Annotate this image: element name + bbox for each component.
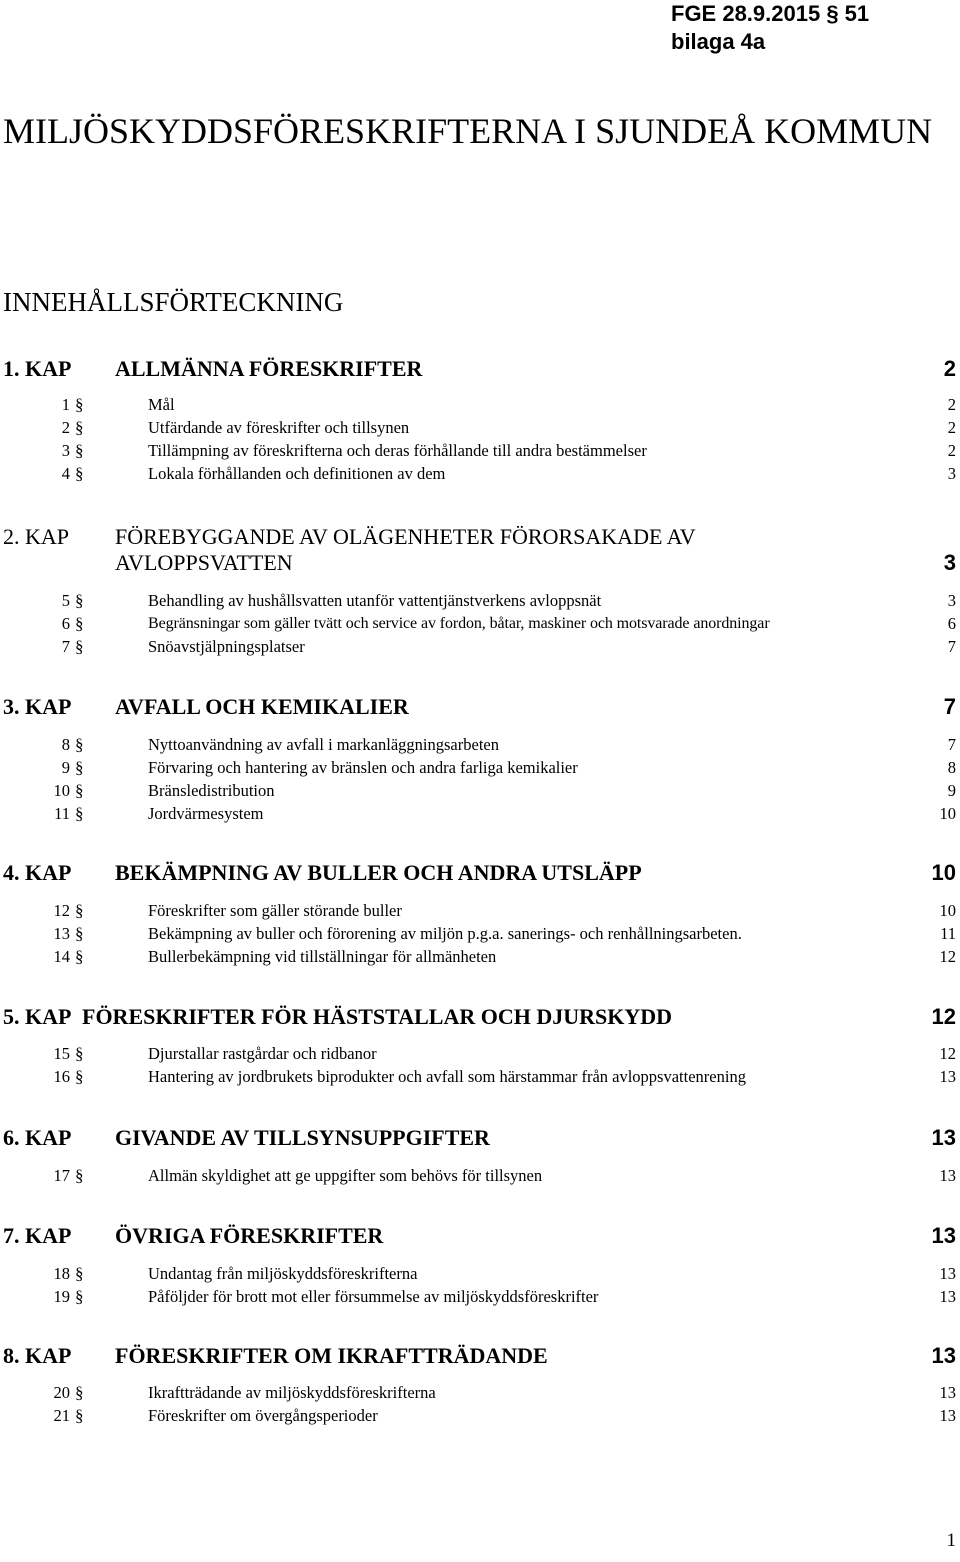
toc-entry[interactable] [0,1381,960,1404]
entry-page: 12 [939,1044,956,1063]
toc-entry[interactable] [0,1404,960,1427]
chapter-heading [0,1004,960,1030]
toc-entry[interactable] [0,756,960,779]
entry-page: 12 [939,947,956,966]
chapter-number: 4. KAP [3,860,72,885]
chapter-5-entries [0,1042,960,1088]
toc-entry[interactable] [0,733,960,756]
chapter-title: AVFALL OCH KEMIKALIER [115,694,409,719]
entry-text: Nyttoanvändning av avfall i markanläggningsarbeten [148,735,499,754]
toc-entry[interactable] [0,612,960,635]
entry-text: Undantag från miljöskyddsföreskrifterna [148,1264,418,1283]
document-title: MILJÖSKYDDSFÖRESKRIFTERNA I SJUNDEÅ KOMMUN [3,111,933,151]
chapter-title: BEKÄMPNING AV BULLER OCH ANDRA UTSLÄPP [115,860,642,885]
toc-entry[interactable] [0,779,960,802]
entry-number: 18 [53,1264,70,1283]
entry-number: 11 [54,804,70,823]
entry-page: 13 [939,1406,956,1425]
entry-text: Ikraftträdande av miljöskyddsföreskrifterna [148,1383,436,1402]
chapter-heading [0,1343,960,1369]
toc-entry[interactable] [0,1065,960,1088]
chapter-page: 7 [943,694,956,719]
entry-page: 13 [939,1287,956,1306]
chapter-1 [0,356,960,382]
section-sign: § [75,758,84,777]
toc-entry[interactable] [0,1164,960,1187]
entry-text: Allmän skyldighet att ge uppgifter som behövs för tillsynen [148,1166,543,1185]
entry-text: Begränsningar som gäller tvätt och service av fordon, båtar, maskiner och motsvarade anordningar [148,615,770,632]
entry-number: 1 [61,395,70,414]
entry-page: 9 [947,781,956,800]
entry-text: Bullerbekämpning vid tillställningar för allmänheten [148,947,497,966]
reference-line-1: FGE 28.9.2015 § 51 [671,1,870,26]
section-sign: § [75,1383,84,1402]
entry-page: 2 [947,418,956,437]
chapter-page: 13 [931,1223,956,1248]
chapter-number: 6. KAP [3,1125,72,1150]
chapter-heading [0,694,960,720]
entry-page: 3 [947,464,956,483]
entry-number: 3 [61,441,70,460]
entry-text: Föreskrifter som gäller störande buller [148,901,402,920]
entry-text: Utfärdande av föreskrifter och tillsynen [148,418,410,437]
section-sign: § [75,464,84,483]
section-sign: § [75,1067,84,1086]
entry-number: 7 [61,637,70,656]
entry-number: 19 [53,1287,70,1306]
toc-entry[interactable] [0,589,960,612]
toc-entry[interactable] [0,1042,960,1065]
entry-text: Hantering av jordbrukets biprodukter och avfall som härstammar från avloppsvattenrening [148,1067,746,1086]
entry-text: Mål [148,395,175,414]
chapter-title: FÖRESKRIFTER OM IKRAFTTRÄDANDE [115,1343,548,1368]
chapter-7-entries [0,1262,960,1308]
section-sign: § [75,441,84,460]
chapter-8 [0,1343,960,1369]
page-number: 1 [946,1530,956,1551]
toc-entry[interactable] [0,802,960,825]
chapter-8-entries [0,1381,960,1427]
entry-page: 7 [947,637,956,656]
entry-text: Behandling av hushållsvatten utanför vattentjänstverkens avloppsnät [148,591,602,610]
section-sign: § [75,1406,84,1425]
entry-page: 11 [940,924,956,943]
chapter-heading [0,524,960,576]
entry-number: 13 [53,924,70,943]
chapter-page: 2 [943,356,956,381]
chapter-number: 8. KAP [3,1343,72,1368]
entry-number: 17 [53,1166,70,1185]
entry-page: 7 [947,735,956,754]
entry-page: 13 [939,1166,956,1185]
chapter-number: 7. KAP [3,1223,72,1248]
chapter-number: 5. KAP [3,1004,72,1029]
chapter-number: 2. KAP [3,524,70,549]
chapter-6 [0,1125,960,1151]
section-sign: § [75,1166,84,1185]
entry-text: Snöavstjälpningsplatser [148,637,305,656]
section-sign: § [75,735,84,754]
section-sign: § [75,804,84,823]
toc-entry[interactable] [0,393,960,416]
toc-entry[interactable] [0,899,960,922]
toc-entry[interactable] [0,635,960,658]
chapter-page: 13 [931,1125,956,1150]
section-sign: § [75,1264,84,1283]
chapter-title: ÖVRIGA FÖRESKRIFTER [115,1223,384,1248]
section-sign: § [75,395,84,414]
chapter-heading [0,1223,960,1249]
chapter-page: 10 [931,860,956,885]
entry-number: 2 [61,418,70,437]
entry-text: Förvaring och hantering av bränslen och andra farliga kemikalier [148,758,578,777]
entry-page: 8 [947,758,956,777]
entry-number: 21 [53,1406,70,1425]
entry-number: 8 [61,735,70,754]
chapter-page: 12 [931,1004,956,1029]
section-sign: § [75,637,84,656]
entry-page: 10 [939,804,956,823]
entry-page: 13 [939,1383,956,1402]
entry-text: Bekämpning av buller och förorening av miljön p.g.a. sanerings- och renhållningsarbeten. [148,924,742,943]
toc-heading: INNEHÅLLSFÖRTECKNING [3,287,344,317]
entry-text: Djurstallar rastgårdar och ridbanor [148,1044,377,1063]
section-sign: § [75,947,84,966]
chapter-2-entries [0,589,960,658]
entry-text: Bränsledistribution [148,781,275,800]
chapter-1-entries [0,393,960,485]
chapter-2 [0,524,960,576]
section-sign: § [75,1044,84,1063]
entry-page: 10 [939,901,956,920]
entry-text: Jordvärmesystem [148,804,264,823]
chapter-number: 3. KAP [3,694,72,719]
chapter-page: 3 [943,550,956,575]
toc-entry[interactable] [0,922,960,945]
chapter-4-entries [0,899,960,968]
toc-entry[interactable] [0,439,960,462]
chapter-7 [0,1223,960,1249]
entry-number: 20 [53,1383,70,1402]
entry-number: 12 [53,901,70,920]
toc-entry[interactable] [0,1262,960,1285]
entry-page: 13 [939,1067,956,1086]
section-sign: § [75,591,84,610]
toc-entry[interactable] [0,945,960,968]
entry-number: 15 [53,1044,70,1063]
entry-text: Föreskrifter om övergångsperioder [148,1406,378,1425]
chapter-title: FÖRESKRIFTER FÖR HÄSTSTALLAR OCH DJURSKYDD [82,1004,673,1029]
chapter-5 [0,1004,960,1030]
section-sign: § [75,781,84,800]
entry-page: 3 [947,591,956,610]
chapter-heading [0,356,960,382]
toc-entry[interactable] [0,1285,960,1308]
entry-text: Lokala förhållanden och definitionen av dem [148,464,446,483]
entry-number: 4 [61,464,70,483]
section-sign: § [75,924,84,943]
section-sign: § [75,901,84,920]
chapter-3 [0,694,960,720]
toc-entry[interactable] [0,462,960,485]
entry-number: 6 [61,614,70,633]
chapter-3-entries [0,733,960,825]
reference-line-2: bilaga 4a [671,29,766,54]
chapter-number: 1. KAP [3,356,72,381]
chapter-4 [0,860,960,886]
chapter-heading [0,1125,960,1151]
entry-number: 14 [53,947,70,966]
section-sign: § [75,614,84,633]
entry-page: 2 [947,441,956,460]
chapter-page: 13 [931,1343,956,1368]
entry-page: 13 [939,1264,956,1283]
entry-text: Påföljder för brott mot eller försummelse av miljöskyddsföreskrifter [148,1287,599,1306]
toc-entry[interactable] [0,416,960,439]
entry-number: 5 [61,591,70,610]
entry-number: 10 [53,781,70,800]
section-sign: § [75,1287,84,1306]
entry-page: 2 [947,395,956,414]
chapter-heading [0,860,960,886]
chapter-title: ALLMÄNNA FÖRESKRIFTER [115,356,423,381]
entry-text: Tillämpning av föreskrifterna och deras förhållande till andra bestämmelser [148,441,647,460]
chapter-title: GIVANDE AV TILLSYNSUPPGIFTER [115,1125,490,1150]
document-reference [671,0,869,56]
chapter-title: FÖREBYGGANDE AV OLÄGENHETER FÖRORSAKADE AV AVLOPPSVATTEN [115,524,696,575]
entry-number: 9 [61,758,70,777]
entry-number: 16 [53,1067,70,1086]
entry-page: 6 [947,614,956,633]
chapter-6-entries [0,1164,960,1187]
section-sign: § [75,418,84,437]
